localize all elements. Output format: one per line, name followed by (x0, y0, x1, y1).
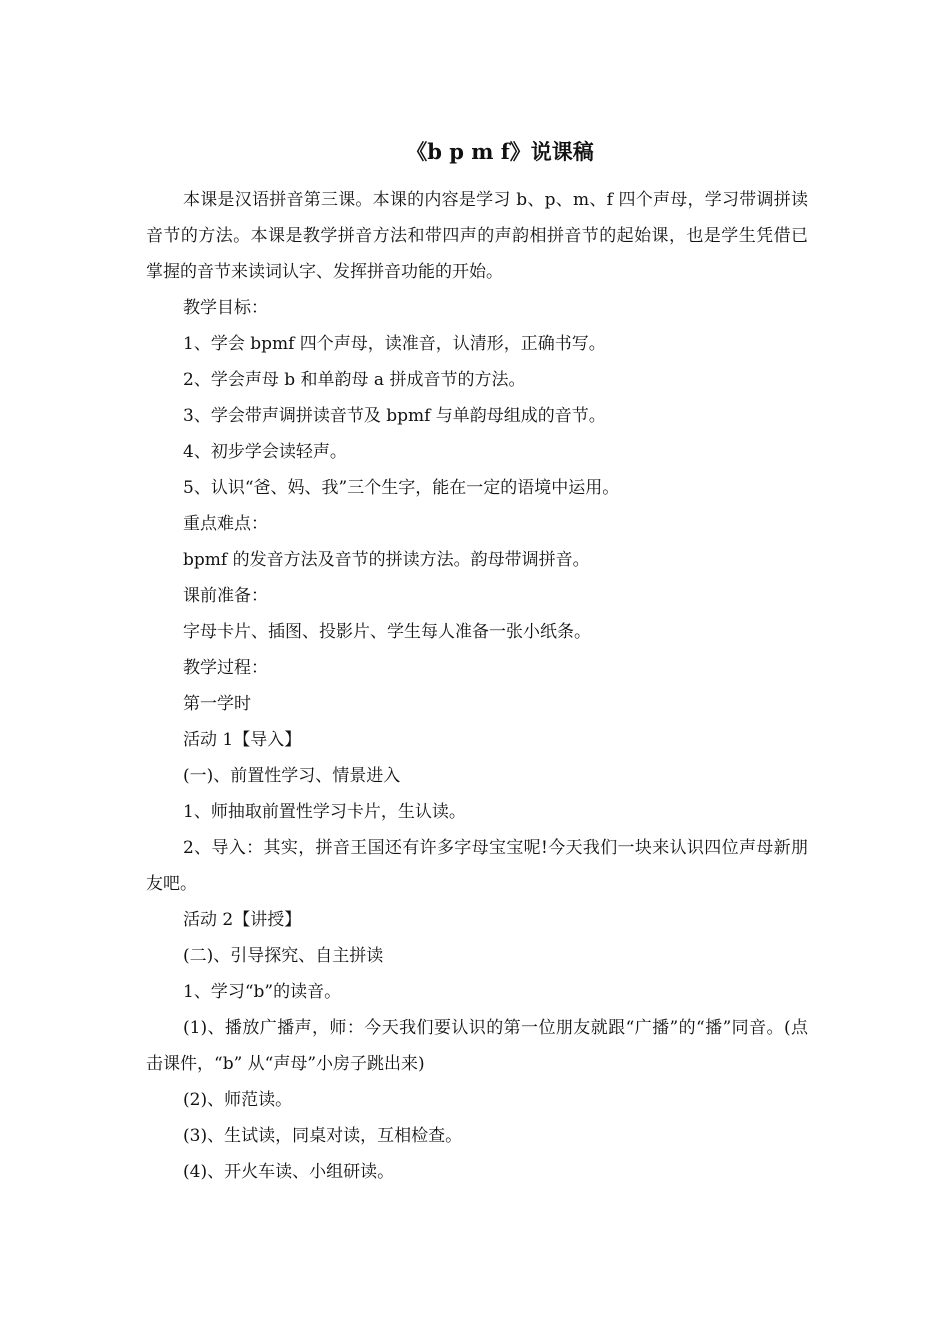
list-item-substep-1: (1)、播放广播声，师：今天我们要认识的第一位朋友就跟“广播”的“播”同音。(点击课件，“b” 从“声母”小房子跳出来) (146, 1018, 808, 1074)
document-body (146, 182, 808, 1190)
list-item-goal-3: 3、学会带声调拼读音节及 bpmf 与单韵母组成的音节。 (183, 406, 606, 426)
list-item-substep-3: (3)、生试读，同桌对读，互相检查。 (183, 1126, 463, 1146)
heading-activity-1: 活动 1【导入】 (183, 730, 302, 750)
heading-first-lesson: 第一学时 (183, 694, 251, 714)
list-item-step-2: 2、导入：其实，拼音王国还有许多字母宝宝呢!今天我们一块来认识四位声母新朋友吧。 (146, 838, 808, 894)
list-item-goal-5: 5、认识“爸、妈、我”三个生字，能在一定的语境中运用。 (183, 478, 620, 498)
list-item-learn-b: 1、学习“b”的读音。 (183, 982, 342, 1002)
list-item-step-1: 1、师抽取前置性学习卡片，生认读。 (183, 802, 466, 822)
subheading-section-1: (一)、前置性学习、情景进入 (183, 766, 401, 786)
heading-key-points: 重点难点： (183, 514, 268, 534)
list-item-goal-1: 1、学会 bpmf 四个声母，读准音，认清形，正确书写。 (183, 334, 606, 354)
paragraph-preparation: 字母卡片、插图、投影片、学生每人准备一张小纸条。 (183, 622, 591, 642)
paragraph-intro: 本课是汉语拼音第三课。本课的内容是学习 b、p、m、f 四个声母，学习带调拼读音节的方法。本课是教学拼音方法和带四声的声韵相拼音节的起始课，也是学生凭借已掌握的音节来读词认字、发挥拼音功能的开始。 (146, 190, 808, 282)
document-title: 《b p m f》说课稿 (406, 139, 594, 164)
heading-teaching-goals: 教学目标： (183, 298, 268, 318)
list-item-substep-4: (4)、开火车读、小组研读。 (183, 1162, 395, 1182)
list-item-substep-2: (2)、师范读。 (183, 1090, 293, 1110)
paragraph-key-points: bpmf 的发音方法及音节的拼读方法。韵母带调拼音。 (183, 550, 590, 570)
list-item-goal-2: 2、学会声母 b 和单韵母 a 拼成音节的方法。 (183, 370, 526, 390)
heading-activity-2: 活动 2【讲授】 (183, 910, 302, 930)
heading-preparation: 课前准备： (183, 586, 268, 606)
heading-teaching-process: 教学过程： (183, 658, 268, 678)
list-item-goal-4: 4、初步学会读轻声。 (183, 442, 347, 462)
subheading-section-2: (二)、引导探究、自主拼读 (183, 946, 384, 966)
